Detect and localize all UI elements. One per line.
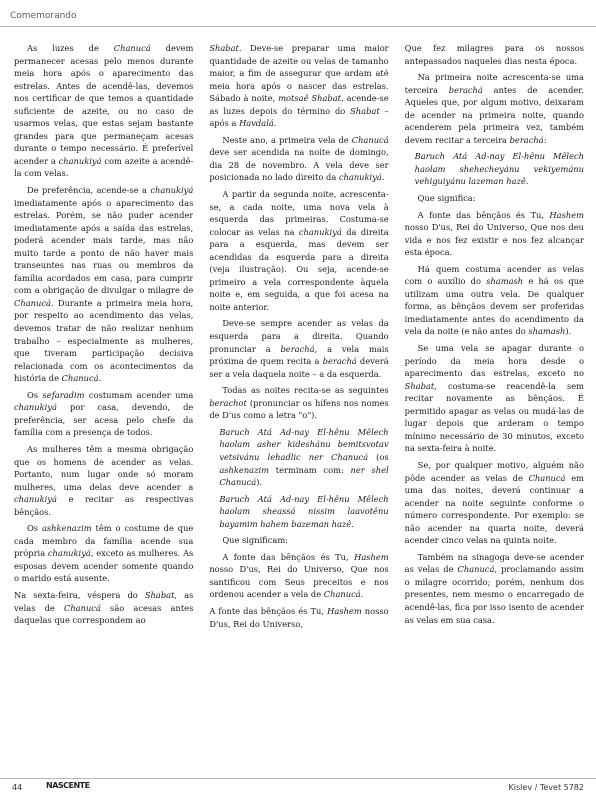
column-3 bbox=[405, 42, 584, 767]
paragraph: Que significa: bbox=[417, 193, 476, 204]
paragraph: Na primeira noite acrescenta-se uma terceira berachá antes de acender. Aqueles que, por algum motivo, deixaram de acender na primeira noite, quando acenderem pela primeira vez, também devem recitar a terceira berachá: bbox=[404, 72, 584, 145]
paragraph: Baruch Atá Ad-nay El-hênu Mêlech haolam sheassá nissim laavotênu bayamim hahem bazeman hazê. bbox=[219, 493, 389, 529]
issue-date: Kislev / Tevet 5782 bbox=[508, 783, 584, 792]
paragraph: Que significam: bbox=[222, 535, 289, 546]
paragraph: A partir da segunda noite, acrescenta-se, a cada noite, uma nova vela à esquerda das primeiras. Costuma-se colocar as velas na chanukiyá da direita para a esquerda, mas devem ser acendidas da esquerda para a direita (veja ilustração). Ou seja, acende-se primeiro a vela correspondente àquela noite e, em seguida, a que foi acesa na noite anterior. bbox=[209, 189, 389, 312]
paragraph: Os ashkenazim têm o costume de que cada membro da família acende sua própria chanukiyá, exceto as mulheres. As esposas devem acender somente quando o marido está ausente. bbox=[14, 523, 194, 584]
paragraph: As luzes de Chanucá devem permanecer acesas pelo menos durante meia hora após o aparecimento das estrelas. Antes de acendê-las, devemos nos certificar de que temos a quantidade suficiente de azeite, ou no caso de usarmos velas, que estas sejam bastante grandes para que permaneçam acesas durante o tempo necessário. É preferível acender a chanukiyá com azeite a acendê-la com velas. bbox=[14, 43, 194, 179]
column-2 bbox=[209, 42, 388, 767]
article-body bbox=[14, 42, 584, 767]
paragraph: Os sefaradim costumam acender uma chanukiyá por casa, devendo, de preferência, ser acesa pelo chefe da família com a presença de todos. bbox=[14, 389, 194, 438]
paragraph: Se, por qualquer motivo, alguém não pôde acender as velas de Chanucá em uma das noites, deverá continuar a acender na noite seguinte conforme o número correspondente. Por exemplo: se não acender na quarta noite, deverá acender cinco velas na quinta noite. bbox=[404, 459, 584, 546]
footer-rule bbox=[0, 778, 596, 779]
header-rule bbox=[0, 26, 596, 27]
paragraph: Há quem costuma acender as velas com o auxílio do shamash e há os que utilizam uma outra vela. De qualquer forma, as bênçãos devem ser proferidas imediatamente antes do acendimento da vela da noite (e não antes do shamash). bbox=[404, 263, 584, 337]
paragraph: Todas as noites recita-se as seguintes berachot (pronunciar os hífens nos nomes de D'us como a letra "o"). bbox=[209, 385, 389, 421]
paragraph: De preferência, acende-se a chanukiyá imediatamente após o aparecimento das estrelas. Porém, se não puder acender imediatamente após a saída das estrelas, poderá acender mais tarde, mas não muito tarde a ponto de não haver mais transeuntes nas ruas ou membros da família acordados em casa, para cumprir com a obrigação de divulgar o milagre de Chanucá. Durante a primeira meia hora, por respeito ao acendimento das velas, devemos tratar de não realizar nenhum trabalho – especialmente as mulheres, que tiveram participação decisiva relacionada com os acontecimentos da história de Chanucá. bbox=[14, 185, 194, 384]
section-label: Comemorando bbox=[10, 11, 77, 21]
paragraph: Que fez milagres para os nossos antepassados naqueles dias nesta época. bbox=[404, 43, 584, 66]
column-1 bbox=[14, 42, 193, 767]
paragraph: Shabat. Deve-se preparar uma maior quantidade de azeite ou velas de tamanho maior, a fim de assegurar que ardam até meia hora após o nascer das estrelas. Sábado à noite, motsaê Shabat, acende-se as luzes depois do término do Shabat – após a Havdalá. bbox=[209, 43, 389, 129]
paragraph: Se uma vela se apagar durante o período da meia hora desde o aparecimento das estrelas, exceto no Shabat, costuma-se reacendê-la sem recitar novamente as bênçãos. É permitido apagar as velas ou mudá-las de lugar depois que arderam o tempo mínimo necessário de 30 minutos, exceto na sexta-feira à noite. bbox=[404, 343, 584, 454]
paragraph: A fonte das bênçãos és Tu, Hashem nosso D'us, Rei do Universo, bbox=[209, 605, 389, 629]
paragraph: Deve-se sempre acender as velas da esquerda para a direita. Quando pronunciar a berachá, a vela mais próxima de quem recita a berachá deverá ser a vela daquela noite – a da esquerda. bbox=[209, 318, 389, 379]
page-number: 44 bbox=[12, 783, 23, 792]
paragraph: Baruch Atá Ad-nay El-hênu Mêlech haolam asher kideshánu bemitsvotav vetsivánu lehadlic ner Chanucá (os ashkenazim terminam com: ner shel Chanucá). bbox=[219, 426, 389, 488]
paragraph: Também na sinagoga deve-se acender as velas de Chanucá, proclamando assim o milagre ocorrido; porém, nenhum dos presentes, nem mesmo o encarregado de acendê-las, fica por isso isento de acender as velas em sua casa. bbox=[404, 551, 584, 625]
paragraph: A fonte das bênçãos és Tu, Hashem nosso D'us, Rei do Universo, Que nos santificou com Seus preceitos e nos ordenou acender a vela de Chanucá. bbox=[209, 551, 389, 600]
paragraph: A fonte das bênçãos és Tu, Hashem nosso D'us, Rei do Universo, Que nos deu vida e nos fez existir e nos fez alcançar esta época. bbox=[404, 209, 584, 258]
paragraph: Baruch Atá Ad-nay El-hênu Mêlech haolam shehecheyánu vekiyemánu vehiguiyánu lazeman hazê. bbox=[414, 151, 584, 187]
paragraph: As mulheres têm a mesma obrigação que os homens de acender as velas. Portanto, num lugar onde só moram mulheres, uma delas deve acender a chanukiyá e recitar as respectivas bênçãos. bbox=[14, 443, 194, 517]
paragraph: Na sexta-feira, véspera do Shabat, as velas de Chanucá são acesas antes daquelas que correspondem ao bbox=[14, 589, 194, 626]
paragraph: Neste ano, a primeira vela de Chanucá deve ser acendida na noite de domingo, dia 28 de novembro. A vela deve ser posicionada no lado direito da chanukiyá. bbox=[209, 134, 389, 183]
magazine-logo: NASCENTE bbox=[46, 781, 90, 790]
